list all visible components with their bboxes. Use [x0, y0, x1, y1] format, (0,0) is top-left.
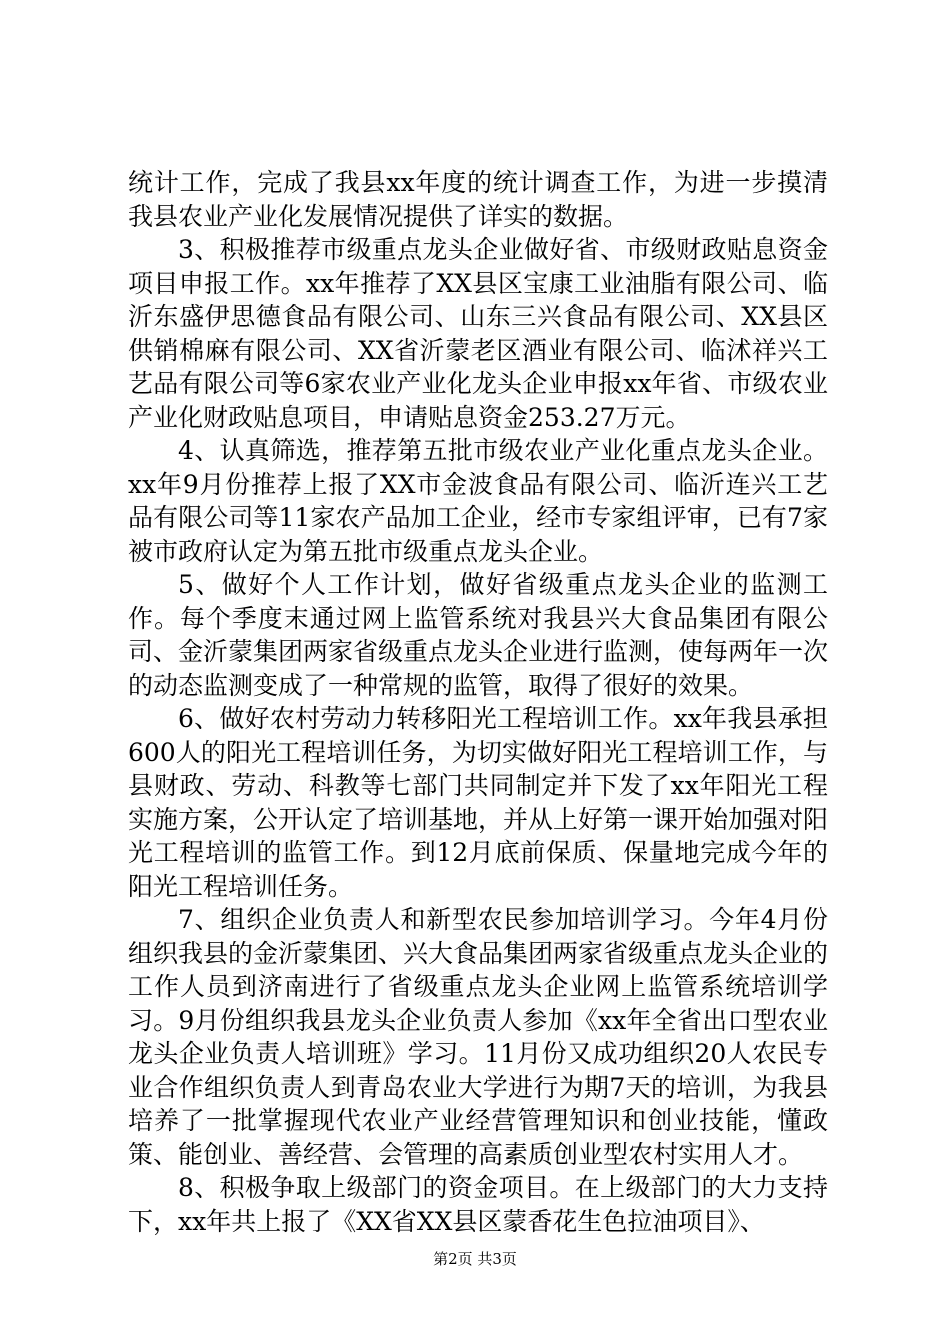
paragraph-item-3: 3、积极推荐市级重点龙头企业做好省、市级财政贴息资金项目申报工作。xx年推荐了XX县区宝康工业油脂有限公司、临沂东盛伊思德食品有限公司、山东三兴食品有限公司、XX县区供销棉麻有限公司、XX省沂蒙老区酒业有限公司、临沭祥兴工艺品有限公司等6家农业产业化龙头企业申报xx年省、市级农业产业化财政贴息项目，申请贴息资金253.27万元。: [128, 235, 828, 432]
document-body: [128, 166, 828, 1238]
paragraph-item-4: 4、认真筛选，推荐第五批市级农业产业化重点龙头企业。xx年9月份推荐上报了XX市金波食品有限公司、临沂连兴工艺品有限公司等11家农产品加工企业，经市专家组评审，已有7家被市政府认定为第五批市级重点龙头企业。: [128, 436, 828, 566]
paragraph-continuation: 统计工作，完成了我县xx年度的统计调查工作，为进一步摸清我县农业产业化发展情况提供了详实的数据。: [128, 168, 828, 231]
paragraph-item-7: 7、组织企业负责人和新型农民参加培训学习。今年4月份组织我县的金沂蒙集团、兴大食品集团两家省级重点龙头企业的工作人员到济南进行了省级重点龙头企业网上监管系统培训学习。9月份组织我县龙头企业负责人参加《xx年全省出口型农业龙头企业负责人培训班》学习。11月份又成功组织20人农民专业合作组织负责人到青岛农业大学进行为期7天的培训，为我县培养了一批掌握现代农业产业经营管理知识和创业技能，懂政策、能创业、善经营、会管理的高素质创业型农村实用人才。: [128, 905, 829, 1169]
page-number-footer: 第2页 共3页: [433, 1250, 517, 1268]
paragraph-item-6: 6、做好农村劳动力转移阳光工程培训工作。xx年我县承担600人的阳光工程培训任务，为切实做好阳光工程培训工作，与县财政、劳动、科教等七部门共同制定并下发了xx年阳光工程实施方案，公开认定了培训基地，并从上好第一课开始加强对阳光工程培训的监管工作。到12月底前保质、保量地完成今年的阳光工程培训任务。: [128, 704, 829, 901]
paragraph-item-5: 5、做好个人工作计划，做好省级重点龙头企业的监测工作。每个季度末通过网上监管系统对我县兴大食品集团有限公司、金沂蒙集团两家省级重点龙头企业进行监测，使每两年一次的动态监测变成了一种常规的监管，取得了很好的效果。: [128, 570, 829, 700]
paragraph-item-8: 8、积极争取上级部门的资金项目。在上级部门的大力支持下，xx年共上报了《XX省XX县区蒙香花生色拉油项目》、: [128, 1173, 828, 1236]
